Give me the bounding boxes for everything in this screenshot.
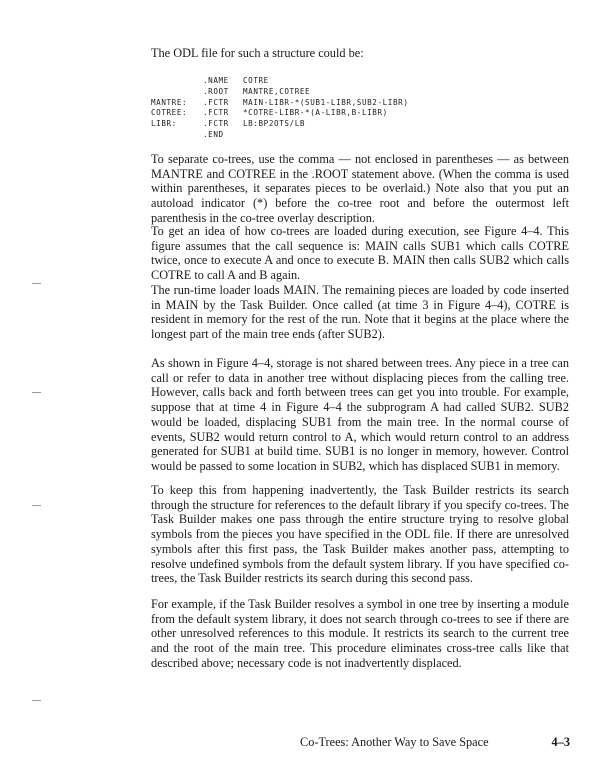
margin-mark <box>32 700 41 701</box>
code-label <box>151 87 203 98</box>
code-label: LIBR: <box>151 119 177 129</box>
code-argument: COTRE <box>243 76 269 85</box>
paragraph-loading-overview: To get an idea of how co-trees are loaded during execution, see Figure 4–4. This figure assumes that the call sequence is: MAIN calls SUB1 which calls COTRE twice, once to execute A and once to execute B. MAIN then calls SUB2 which calls COTRE to call A and B again. <box>151 224 569 283</box>
code-argument: MAIN-LIBR-*(SUB1-LIBR,SUB2-LIBR) <box>243 97 409 107</box>
margin-mark <box>32 392 41 393</box>
code-directive: .FCTR <box>203 108 229 118</box>
code-label <box>151 76 203 87</box>
intro-text: The ODL file for such a structure could be: <box>151 46 364 60</box>
code-label <box>151 130 203 141</box>
code-directive: .FCTR <box>203 119 229 129</box>
code-label: MANTRE: <box>151 97 188 107</box>
code-directive: .NAME <box>203 76 229 85</box>
code-line <box>151 119 409 130</box>
code-line <box>151 130 409 141</box>
footer-section-title: Co-Trees: Another Way to Save Space <box>300 735 489 749</box>
code-label: COTREE: <box>151 108 188 118</box>
paragraph-library-search: To keep this from happening inadvertently, the Task Builder restricts its search through the structure for references to the default library if you specify co-trees. The Task Builder makes one pass through the entire structure trying to resolve global symbols from the pieces you have specified in the ODL file. If there are unresolved symbols after this first pass, the Task Builder makes another pass, attempting to resolve undefined symbols from the default system library. If you have specified co-trees, the Task Builder restricts its search during this second pass. <box>151 483 569 586</box>
code-line <box>151 76 409 87</box>
code-argument: *COTRE-LIBR-*(A-LIBR,B-LIBR) <box>243 108 388 118</box>
odl-code-block <box>151 76 409 141</box>
margin-mark <box>32 283 41 284</box>
page-footer <box>300 735 570 750</box>
code-line <box>151 108 409 119</box>
paragraph-cotree-separator: To separate co-trees, use the comma — not enclosed in parentheses — as between MANTRE and COTREE in the .ROOT statement above. (When the comma is used within parentheses, it separates pieces to be overlaid.) Note also that you put an autoload indicator (*) before the co-tree root and before the outermost left parenthesis in the co-tree overlay description. <box>151 152 569 225</box>
paragraph-storage-sharing: As shown in Figure 4–4, storage is not shared between trees. Any piece in a tree can call or refer to data in another tree without displacing pieces from the calling tree. However, calls back and forth between trees can get you into trouble. For example, suppose that at time 4 in Figure 4–4 the subprogram A had called SUB2. SUB2 would be loaded, displacing SUB1 from the main tree. In the normal course of events, SUB2 would return control to A, which would return control to an address generated for SUB1 at build time. SUB1 is no longer in memory, however. Control would be passed to some location in SUB2, which has displaced SUB1 in memory. <box>151 356 569 473</box>
code-directive: .END <box>203 129 224 139</box>
code-argument: LB:BP2OTS/LB <box>243 119 306 129</box>
code-argument: MANTRE,COTREE <box>243 86 311 96</box>
code-directive: .ROOT <box>203 86 229 96</box>
margin-mark <box>32 505 41 506</box>
page-number: 4–3 <box>551 735 570 749</box>
paragraph-runtime-loader: The run-time loader loads MAIN. The remaining pieces are loaded by code inserted in MAIN by the Task Builder. Once called (at time 3 in Figure 4–4), COTRE is resident in memory for the rest of the run. Note that it begins at the place where the longest part of the main tree ends (after SUB2). <box>151 283 569 342</box>
code-directive: .FCTR <box>203 97 229 107</box>
code-line <box>151 87 409 98</box>
paragraph-example: For example, if the Task Builder resolves a symbol in one tree by inserting a module from the default system library, it does not search through co-trees to see if there are other unresolved references to this module. It restricts its search to the current tree and the root of the main tree. This procedure eliminates cross-tree calls like that described above; necessary code is not inadvertently displaced. <box>151 597 569 670</box>
code-line <box>151 98 409 109</box>
